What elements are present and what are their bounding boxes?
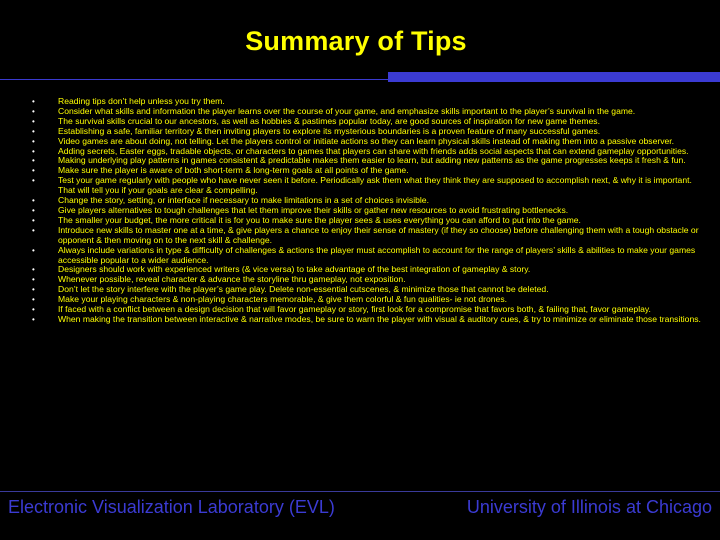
tip-text: Establishing a safe, familiar territory & then inviting players to explore its mysterious boundaries is a proven feature of many successful games. bbox=[58, 125, 601, 136]
footer-university-name: University of Illinois at Chicago bbox=[466, 497, 712, 517]
tip-text: Video games are about doing, not telling. Let the players control or initiate actions so they can learn physical skills instead of making them into a passive observer. bbox=[58, 135, 675, 146]
bullet-icon: • bbox=[32, 245, 35, 255]
bullet-icon: • bbox=[32, 166, 35, 176]
footer-lab-name: Electronic Visualization Laboratory (EVL) bbox=[8, 497, 335, 517]
tip-text: If faced with a conflict between a design decision that will favor gameplay or story, first look for a compromise that favors both, & failing that, favor gameplay. bbox=[58, 304, 651, 315]
bullet-icon: • bbox=[32, 196, 35, 206]
tip-text: Test your game regularly with people who have never seen it before. Periodically ask them what they think they are supposed to accomplish next, & why it is important. That will tell you if your goals are clear & compelling. bbox=[58, 175, 692, 196]
bullet-icon: • bbox=[32, 295, 35, 305]
bullet-icon: • bbox=[32, 136, 35, 146]
slide-title: Summary of Tips bbox=[245, 26, 467, 56]
tip-text: Making underlying play patterns in games consistent & predictable makes them easier to learn, but adding new patterns as the game progresses keeps it fresh & fun. bbox=[58, 155, 686, 166]
tip-text: Whenever possible, reveal character & advance the storyline thru gameplay, not exposition. bbox=[58, 274, 406, 285]
bullet-icon: • bbox=[32, 314, 35, 324]
title-accent-bar bbox=[388, 72, 720, 82]
bullet-icon: • bbox=[32, 126, 35, 136]
bullet-icon: • bbox=[32, 265, 35, 275]
tip-text: Designers should work with experienced writers (& vice versa) to take advantage of the best integration of gameplay & story. bbox=[58, 264, 531, 275]
tip-text: Change the story, setting, or interface if necessary to make limitations in a set of choices invisible. bbox=[58, 195, 429, 206]
tip-item bbox=[0, 226, 720, 246]
tip-item bbox=[0, 176, 720, 196]
tip-text: When making the transition between interactive & narrative modes, be sure to warn the player with visual & auditory cues, & try to minimize or eliminate those transitions. bbox=[58, 313, 701, 324]
tip-text: Don’t let the story interfere with the player’s game play. Delete non-essential cutscenes, & minimize those that cannot be deleted. bbox=[58, 284, 549, 295]
bullet-icon: • bbox=[32, 275, 35, 285]
tip-item bbox=[0, 246, 720, 266]
bullet-icon: • bbox=[32, 116, 35, 126]
tip-text: The smaller your budget, the more critical it is for you to make sure the player sees & uses everything you can afford to put into the game. bbox=[58, 214, 581, 225]
tip-text: Introduce new skills to master one at a time, & give players a chance to enjoy their sense of mastery (if they so choose) before challenging them with a tough obstacle or opponent & then moving on to the next skill & challenge. bbox=[58, 224, 699, 245]
bullet-icon: • bbox=[32, 285, 35, 295]
bullet-icon: • bbox=[32, 106, 35, 116]
tip-text: Make your playing characters & non-playing characters memorable, & give them colorful & fun qualities- ie not drones. bbox=[58, 294, 508, 305]
footer-divider bbox=[0, 491, 720, 492]
tip-text: Consider what skills and information the player learns over the course of your game, and emphasize skills important to the player’s survival in the game. bbox=[58, 105, 636, 116]
bullet-icon: • bbox=[32, 215, 35, 225]
tip-text: Always include variations in type & difficulty of challenges & actions the player must accomplish to account for the range of players’ skills & abilities to make your games accessible popular to a wider audience. bbox=[58, 244, 696, 265]
tip-text: The survival skills crucial to our ancestors, as well as hobbies & pastimes popular today, are good sources of inspiration for new game themes. bbox=[58, 115, 600, 126]
tips-list bbox=[0, 97, 720, 325]
tip-text: Make sure the player is aware of both short-term & long-term goals at all points of the game. bbox=[58, 165, 409, 176]
tip-text: Reading tips don’t help unless you try them. bbox=[58, 96, 225, 106]
tip-text: Adding secrets, Easter eggs, tradable objects, or characters to games that players can share with friends adds social aspects that can extend gameplay opportunities. bbox=[58, 145, 689, 156]
bullet-icon: • bbox=[32, 205, 35, 215]
tip-item bbox=[0, 315, 720, 325]
bullet-icon: • bbox=[32, 305, 35, 315]
bullet-icon: • bbox=[32, 97, 35, 106]
bullet-icon: • bbox=[32, 176, 35, 186]
bullet-icon: • bbox=[32, 225, 35, 235]
bullet-icon: • bbox=[32, 146, 35, 156]
bullet-icon: • bbox=[32, 156, 35, 166]
tip-text: Give players alternatives to tough challenges that let them improve their skills or gather new resources to avoid frustrating bottlenecks. bbox=[58, 204, 569, 215]
